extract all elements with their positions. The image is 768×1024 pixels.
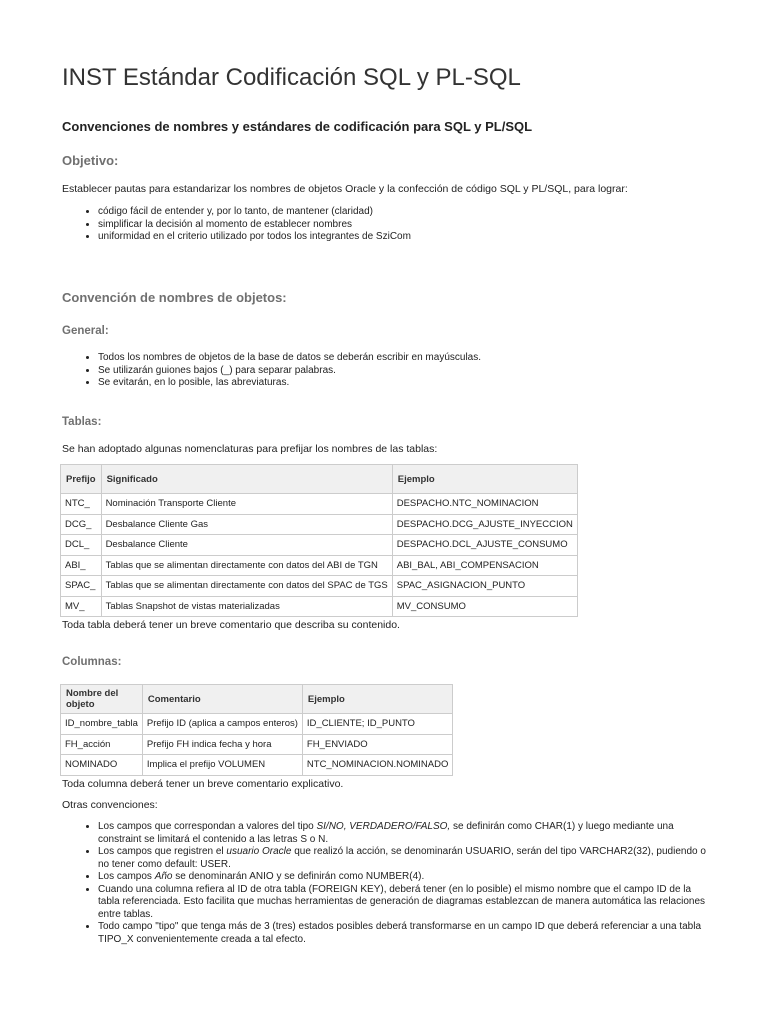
columnas-table [60,684,453,776]
objetivo-list [62,206,718,244]
table-cell: FH_ENVIADO [302,734,452,755]
table-cell: MV_ [61,596,102,617]
general-list [62,352,718,390]
table-row [61,514,578,535]
table-cell: Prefijo ID (aplica a campos enteros) [142,714,302,735]
table-cell: Tablas que se alimentan directamente con datos del ABI de TGN [101,555,392,576]
objetivo-heading: Objetivo: [62,153,119,168]
list-item: • Todo campo "tipo" que tenga más de 3 (tres) estados posibles deberá transformarse en un campo ID que deberá referenciar a una tabla TIPO_X convenientemente creada a tal efecto. [98,921,710,946]
column-header: Comentario [142,685,302,714]
table-cell: ABI_BAL, ABI_COMPENSACION [392,555,577,576]
table-cell: DESPACHO.DCL_AJUSTE_CONSUMO [392,535,577,556]
document-subtitle: Convenciones de nombres y estándares de codificación para SQL y PL/SQL [62,119,533,134]
list-item: • código fácil de entender y, por lo tanto, de mantener (claridad) [98,206,718,219]
table-cell: SPAC_ [61,576,102,597]
table-row [61,494,578,515]
table-cell: FH_acción [61,734,143,755]
table-cell: DESPACHO.NTC_NOMINACION [392,494,577,515]
column-header: Prefijo [61,465,102,494]
general-heading: General: [62,325,109,337]
table-row [61,576,578,597]
table-cell: Desbalance Cliente Gas [101,514,392,535]
table-cell: Tablas Snapshot de vistas materializadas [101,596,392,617]
tablas-footer: Toda tabla deberá tener un breve comentario que describa su contenido. [62,619,400,631]
list-item: • Se utilizarán guiones bajos (_) para separar palabras. [98,365,718,378]
table-row [61,734,453,755]
tablas-heading: Tablas: [62,416,102,428]
convencion-heading: Convención de nombres de objetos: [62,290,287,305]
column-header: Ejemplo [302,685,452,714]
list-item: • simplificar la decisión al momento de establecer nombres [98,219,718,232]
objetivo-intro: Establecer pautas para estandarizar los nombres de objetos Oracle y la confección de código SQL y PL/SQL, para lograr: [62,183,628,195]
tablas-intro: Se han adoptado algunas nomenclaturas para prefijar los nombres de las tablas: [62,443,438,455]
column-header: Nombre del objeto [61,685,143,714]
table-cell: NTC_ [61,494,102,515]
list-item: • Se evitarán, en lo posible, las abreviaturas. [98,377,718,390]
list-item: • Los campos que correspondan a valores del tipo SI/NO, VERDADERO/FALSO, se definirán como CHAR(1) y luego mediante una constraint se limitará el contenido a las letras S o N. [98,821,710,846]
table-row [61,596,578,617]
table-cell: DCG_ [61,514,102,535]
table-cell: ID_nombre_tabla [61,714,143,735]
columnas-heading: Columnas: [62,656,122,668]
table-cell: ABI_ [61,555,102,576]
column-header: Ejemplo [392,465,577,494]
table-cell: Nominación Transporte Cliente [101,494,392,515]
columnas-footer: Toda columna deberá tener un breve comentario explicativo. [62,778,344,790]
list-item: • Los campos que registren el usuario Oracle que realizó la acción, se denominarán USUARIO, serán del tipo VARCHAR2(32), pudiendo o no tener como default: USER. [98,846,710,871]
table-cell: Prefijo FH indica fecha y hora [142,734,302,755]
table-header-row [61,465,578,494]
table-cell: Desbalance Cliente [101,535,392,556]
table-cell: Tablas que se alimentan directamente con datos del SPAC de TGS [101,576,392,597]
table-row [61,714,453,735]
table-row [61,755,453,776]
table-cell: NOMINADO [61,755,143,776]
table-cell: Implica el prefijo VOLUMEN [142,755,302,776]
column-header: Significado [101,465,392,494]
table-row [61,535,578,556]
table-cell: MV_CONSUMO [392,596,577,617]
otras-convenciones-label: Otras convenciones: [62,799,158,811]
table-cell: DESPACHO.DCG_AJUSTE_INYECCION [392,514,577,535]
list-item: • Cuando una columna refiera al ID de otra tabla (FOREIGN KEY), deberá tener (en lo posible) el mismo nombre que el campo ID de la tabla referenciada. Esto facilita que muchas herramientas de generación de diagramas establezcan de manera automática las relaciones entre tablas. [98,884,710,922]
table-cell: ID_CLIENTE; ID_PUNTO [302,714,452,735]
table-cell: DCL_ [61,535,102,556]
table-row [61,555,578,576]
page-title: INST Estándar Codificación SQL y PL-SQL [62,64,521,91]
otras-convenciones-list [62,821,710,946]
list-item: • Los campos Año se denominarán ANIO y se definirán como NUMBER(4). [98,871,710,884]
table-header-row [61,685,453,714]
list-item: • Todos los nombres de objetos de la base de datos se deberán escribir en mayúsculas. [98,352,718,365]
table-cell: SPAC_ASIGNACION_PUNTO [392,576,577,597]
tablas-table [60,464,578,617]
list-item: • uniformidad en el criterio utilizado por todos los integrantes de SziCom [98,231,718,244]
table-cell: NTC_NOMINACION.NOMINADO [302,755,452,776]
